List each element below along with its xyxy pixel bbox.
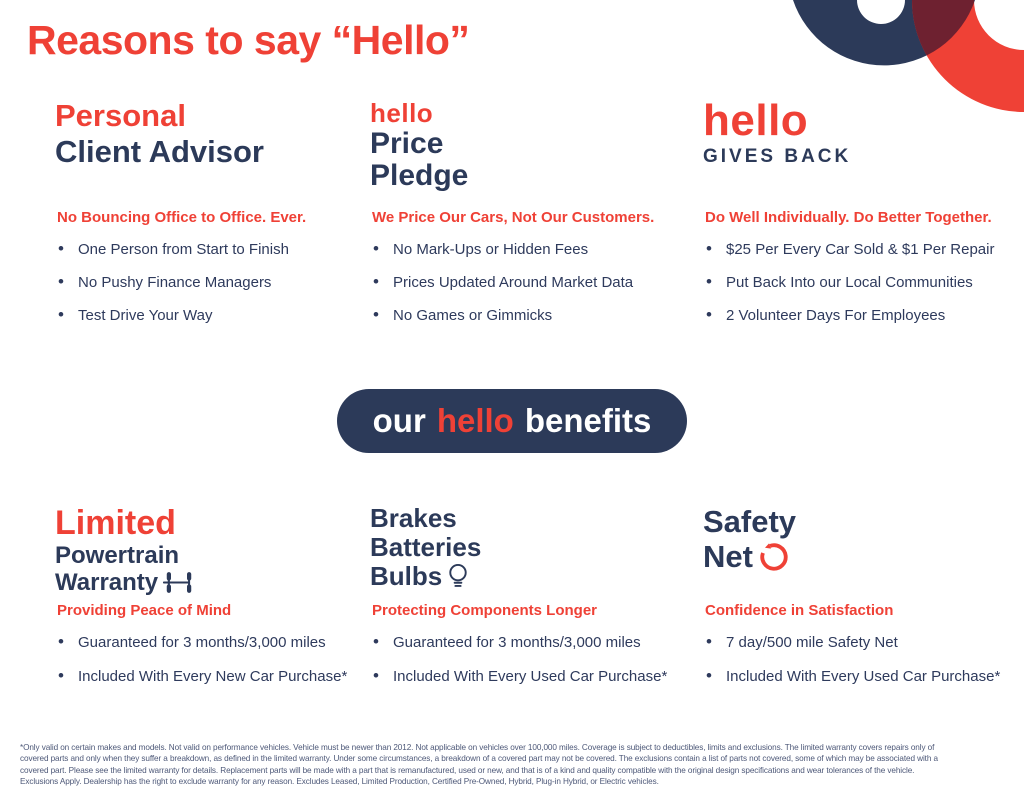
bullet-item: • Included With Every Used Car Purchase* [703,669,1010,685]
section-subheading: Do Well Individually. Do Better Together. [705,209,992,226]
heading-text: Net [703,539,753,574]
bullet-item: • Guaranteed for 3 months/3,000 miles [370,635,703,651]
section-hello-gives-back [703,98,1010,341]
heading-line [370,562,703,591]
bullet-list [703,242,1010,324]
bullet-item: • No Mark-Ups or Hidden Fees [370,242,703,258]
section-heading [370,98,703,208]
bullet-item: • Test Drive Your Way [55,308,370,324]
banner-brand-text: hello [436,402,514,439]
bullet-item: • No Pushy Finance Managers [55,275,370,291]
heading-line: Batteries [370,532,482,562]
bullet-item: • Included With Every New Car Purchase* [55,669,370,685]
benefits-banner [337,389,688,453]
section-heading [370,504,703,601]
heading-line [55,569,370,596]
banner-text-suffix: benefits [524,402,652,439]
bullet-item: • 7 day/500 mile Safety Net [703,635,1010,651]
bullet-list [55,635,370,685]
section-personal-client-advisor [55,98,370,341]
refresh-arrow-icon [758,541,790,573]
heading-text: Bulbs [370,561,443,591]
section-subheading: No Bouncing Office to Office. Ever. [57,209,307,226]
heading-line: Pledge [370,159,469,192]
banner-row [0,389,1024,453]
section-heading [55,98,370,208]
heading-line: Personal [55,98,186,133]
bullet-list [370,635,703,685]
bullet-item: • Prices Updated Around Market Data [370,275,703,291]
section-hello-price-pledge [370,98,703,341]
fine-print-line: *Only valid on certain makes and models. Not valid on performance vehicles. Vehicle must be newer than 2012. Not applicable on vehicles over 100,000 miles. Coverage is subject to deductibles, limits and exclusions. The limited warranty covers repairs only of [20,743,935,752]
lightbulb-icon [447,563,469,590]
bullet-list [703,635,1010,685]
hello-logo-text: hello [370,98,434,128]
bullet-item: • Included With Every Used Car Purchase* [370,669,703,685]
heading-text: Warranty [55,569,159,596]
heading-line: GIVES BACK [703,146,852,167]
hello-logo-text: hello [703,96,809,145]
bullet-item: • No Games or Gimmicks [370,308,703,324]
powertrain-icon [163,571,195,594]
section-brakes-batteries-bulbs [370,504,703,703]
fine-print-line: covered part. Please see the limited warranty for details. Replacement parts will be made with a part that is remanufactured, used or new, and that is of a kind and quality compatible with the original design specifications and wear tolerances of the vehicle. [20,765,915,775]
heading-line: Brakes [370,503,457,533]
heading-line [703,539,1010,574]
bullet-item: • $25 Per Every Car Sold & $1 Per Repair [703,242,1010,258]
heading-line: Price [370,127,444,160]
section-heading [703,98,1010,208]
bullet-list [370,242,703,324]
page-title: Reasons to say “Hello” [27,17,470,63]
bullet-item: • 2 Volunteer Days For Employees [703,308,1010,324]
section-subheading: Providing Peace of Mind [57,602,232,619]
banner-text-prefix: our [372,402,426,439]
bullet-item: • Guaranteed for 3 months/3,000 miles [55,635,370,651]
heading-line: Safety [703,504,797,539]
bullet-item: • Put Back Into our Local Communities [703,275,1010,291]
section-limited-powertrain-warranty [55,504,370,703]
fine-print [20,742,1024,787]
bullet-item: • One Person from Start to Finish [55,242,370,258]
section-subheading: Protecting Components Longer [372,602,597,619]
heading-line: Client Advisor [55,134,264,169]
heading-line: Limited [55,504,176,542]
bullet-list [55,242,370,324]
fine-print-line: Exclusions Apply. Dealership has the right to exclude warranty for any reason. Excludes Leased, Limited Production, Certified Pre-Owned, Hybrid, Plug-in Hybrid, or Electric vehicles. [20,776,659,786]
section-subheading: Confidence in Satisfaction [705,602,894,619]
heading-line: Powertrain [55,542,180,569]
section-heading [703,504,1010,601]
section-heading [55,504,370,601]
section-safety-net [703,504,1010,703]
section-subheading: We Price Our Cars, Not Our Customers. [372,209,655,226]
top-benefits-row [55,98,1010,341]
fine-print-line: covered parts and only when they suffer a breakdown, as defined in the limited warranty. Under some circumstances, a breakdown of a covered part may not be covered. The exclusions contain a list of parts not covered, some of which may be associated with a [20,754,938,764]
bottom-benefits-row [55,504,1010,703]
